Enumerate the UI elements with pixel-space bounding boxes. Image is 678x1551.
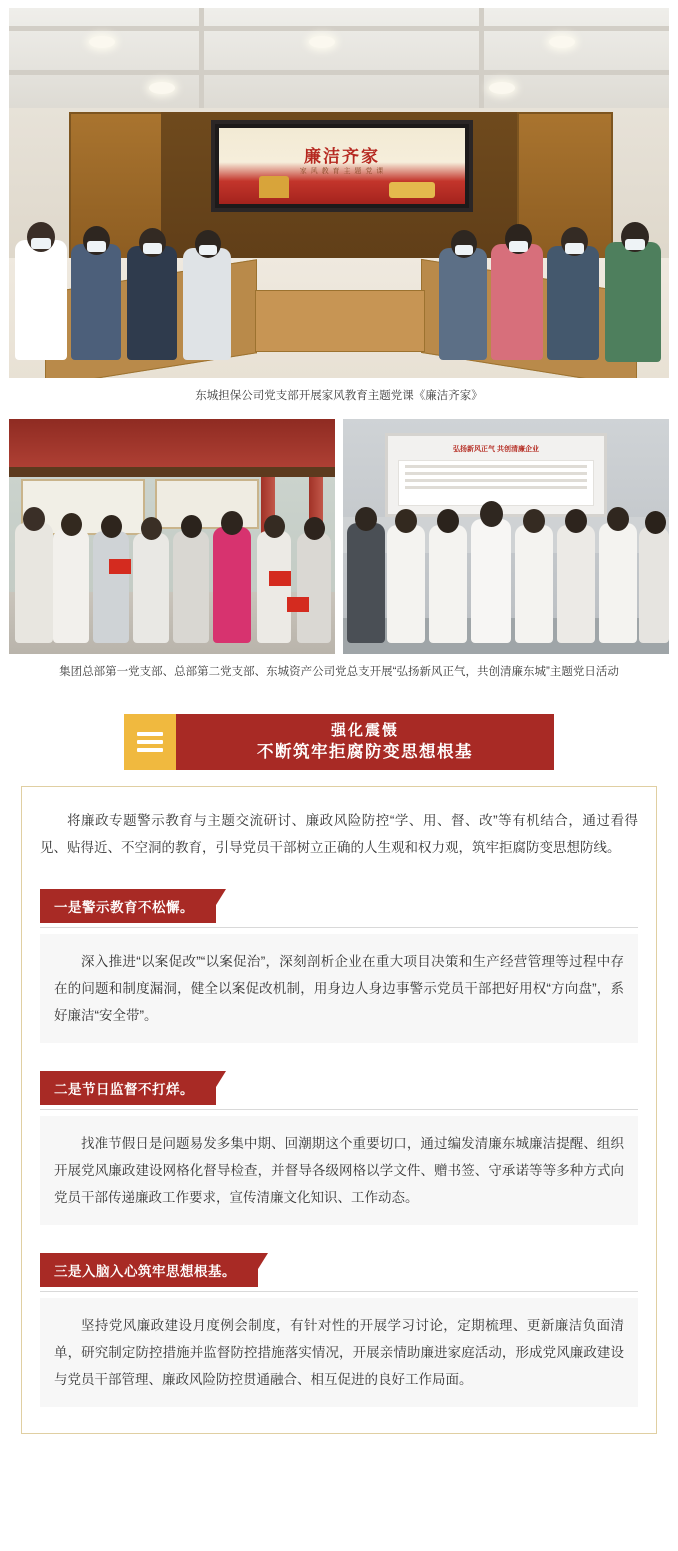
ceiling [9,8,669,116]
attendee [491,244,543,360]
conference-table [255,290,425,352]
block-body-wrap-3 [40,1298,638,1407]
presentation-slide [219,128,465,204]
ceiling-beam [479,8,484,108]
ceiling-light [489,82,515,94]
photo-row [9,419,669,654]
block-body-3: 坚持党风廉政建设月度例会制度，有针对性的开展学习讨论，定期梳理、更新廉洁负面清单，研究制定防控措施并监督防控措施落实情况，开展亲情助廉进家庭活动，形成党风廉政建设与党员干部管理、廉政风险防控贯通融合、相互促进的良好工作局面。 [54,1317,624,1387]
screen-body [398,460,594,506]
attendee [71,244,121,360]
slide-title: 廉洁齐家 [304,147,380,166]
group-member [639,527,669,643]
participant [53,529,89,643]
red-flag [109,559,131,574]
face-mask [565,243,584,254]
screen-text-line [405,486,587,489]
block-heading-3: 三是入脑入心筑牢思想根基。 [40,1253,258,1287]
content-card [21,786,657,1434]
face-mask [143,243,162,254]
participant [173,531,209,643]
screen-text-line [405,472,587,475]
block-body-2: 找准节假日是问题易发多集中期、回潮期这个重要切口，通过编发清廉东城廉洁提醒、组织开展党风廉政建设网格化督导检查，并督导各级网格以学文件、赠书签、守承诺等等多种方式向党员干部传递廉政工作要求，宣传清廉文化知识、工作动态。 [54,1135,624,1205]
face-mask [455,245,473,255]
group-member [429,525,467,643]
screen-text-line [405,479,587,482]
photo-row-caption: 集团总部第一党支部、总部第二党支部、东城资产公司党总支开展“弘扬新风正气，共创清廉东城”主题党日活动 [59,666,619,679]
group-member [471,519,511,643]
group-member [557,525,595,643]
intro-paragraph: 将廉政专题警示教育与主题交流研讨、廉政风险防控“学、用、督、改”等有机结合，通过看得见、贴得近、不空洞的教育，引导党员干部树立正确的人生观和权力观，筑牢拒腐防变思想防线。 [40,812,638,855]
face-mask [87,241,106,252]
face-mask [31,238,51,249]
section-header-body [176,714,554,770]
block-body-wrap-2 [40,1116,638,1225]
group-member [599,523,637,643]
ceiling-beam [199,8,204,108]
heading-underline [40,927,638,928]
section-title-line2: 不断筑牢拒腐防变思想根基 [257,742,473,761]
participant [213,527,251,643]
attendee [605,242,661,362]
ceiling-light [309,36,335,48]
group-member [515,525,553,643]
block-heading-1: 一是警示教育不松懈。 [40,889,216,923]
screen-text-line [405,465,587,468]
attendee [547,246,599,360]
pavilion-roof [9,419,335,473]
red-flag [269,571,291,586]
participant [15,523,53,643]
attendee [15,240,67,360]
screen-title: 弘扬新风正气 共创清廉企业 [453,446,539,454]
group-member [347,523,385,643]
ceiling-beam [9,26,669,31]
attendee [183,248,231,360]
pavilion-activity-photo [9,419,335,654]
participant [257,531,291,643]
ceiling-light [89,36,115,48]
attendee [439,248,487,360]
ceiling-light [149,82,175,94]
notice-board [155,479,259,529]
block-body-1: 深入推进“以案促改”“以案促治”，深刻剖析企业在重大项目决策和生产经营管理等过程中存在的问题和制度漏洞，健全以案促改机制，用身边人身边事警示党员干部把好用权“方向盘”，系好廉洁“安全带”。 [54,953,624,1023]
face-mask [199,245,217,255]
content-block [40,1235,638,1407]
block-body-wrap-1 [40,934,638,1043]
face-mask [509,241,528,252]
list-lines-icon [124,714,176,770]
attendee [127,246,177,360]
content-block [40,1053,638,1225]
group-member [387,525,425,643]
heading-underline [40,1109,638,1110]
projector-screen [211,120,473,212]
meeting-room-photo [9,8,669,378]
slide-decoration [389,182,435,198]
group-photo-presentation [343,419,669,654]
content-block [40,871,638,1043]
ceiling-beam [9,70,669,75]
red-flag [287,597,309,612]
slide-subtitle: 家 风 教 育 主 题 党 课 [299,168,385,175]
participant [133,533,169,643]
section-header [124,714,554,770]
section-title-line1: 强化震慑 [330,721,399,739]
hero-photo-caption: 东城担保公司党支部开展家风教育主题党课《廉洁齐家》 [195,390,483,402]
participant [297,533,331,643]
heading-underline [40,1291,638,1292]
slide-decoration [259,176,289,198]
pavilion-eave [9,467,335,477]
face-mask [625,239,645,250]
ceiling-light [549,36,575,48]
block-heading-2: 二是节日监督不打烊。 [40,1071,216,1105]
participant [93,531,129,643]
article-page [0,8,678,1452]
